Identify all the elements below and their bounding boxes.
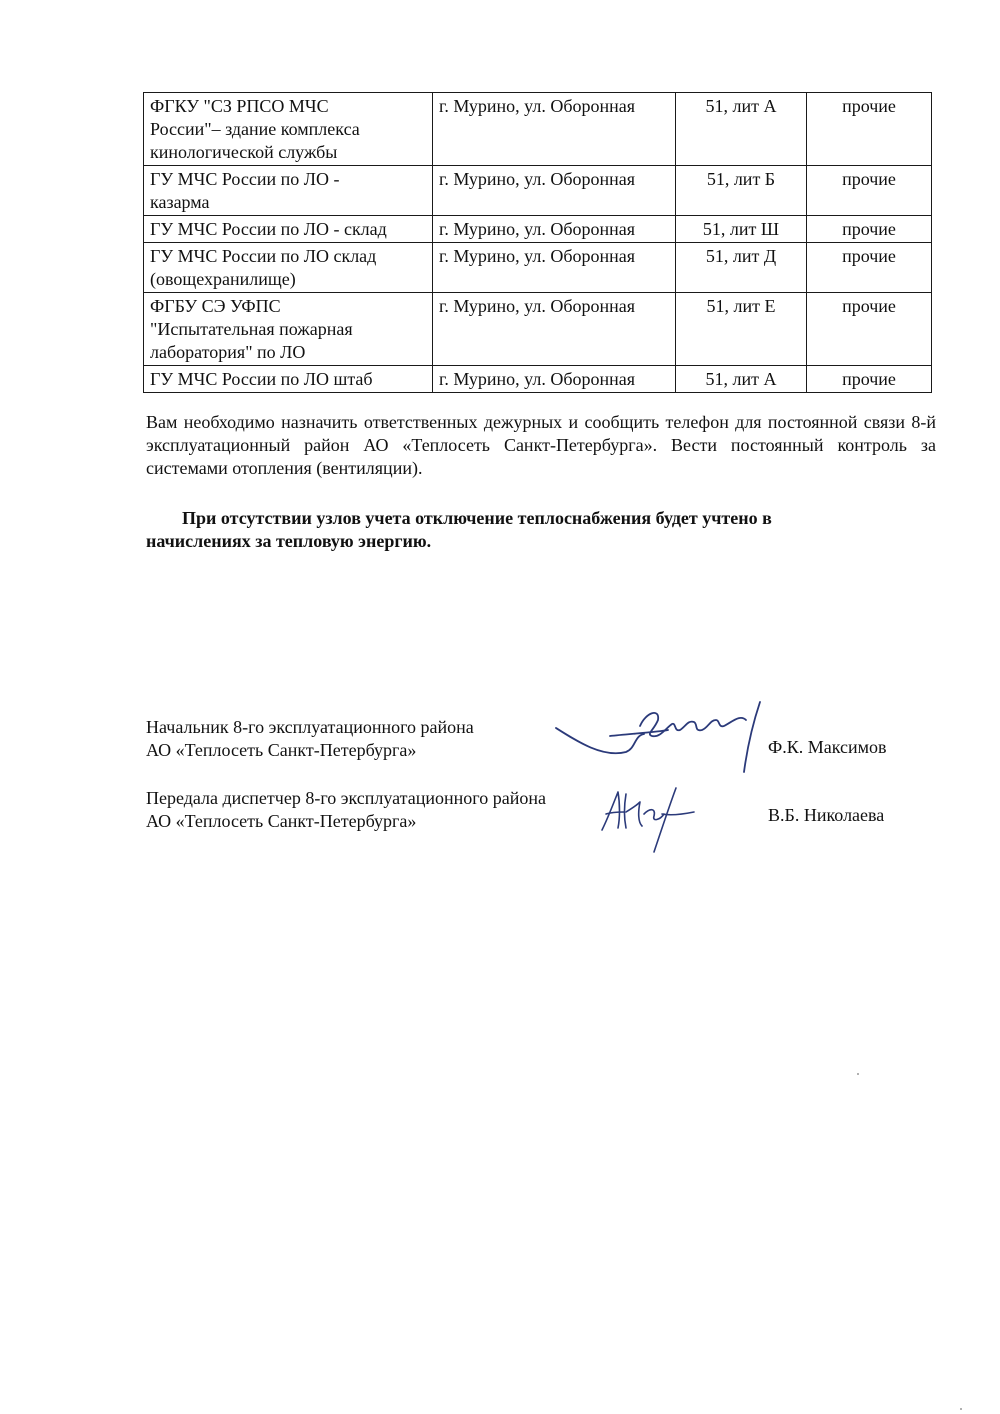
head-signature-icon <box>548 690 773 780</box>
org-cell: ГУ МЧС России по ЛО - склад <box>144 216 433 243</box>
table-row <box>144 293 932 366</box>
table-row <box>144 216 932 243</box>
dispatcher-title-line1: Передала диспетчер 8-го эксплуатационного района <box>146 788 546 808</box>
scan-speck <box>960 1408 962 1410</box>
address-cell: г. Мурино, ул. Оборонная <box>433 366 676 393</box>
category-cell: прочие <box>807 293 932 366</box>
category-cell: прочие <box>807 216 932 243</box>
number-cell: 51, лит Е <box>676 293 807 366</box>
number-cell: 51, лит А <box>676 93 807 166</box>
table-row <box>144 93 932 166</box>
head-name: Ф.К. Максимов <box>768 737 887 757</box>
number-cell: 51, лит А <box>676 366 807 393</box>
scan-speck <box>857 1073 859 1075</box>
address-cell: г. Мурино, ул. Оборонная <box>433 243 676 293</box>
head-title-line2: АО «Теплосеть Санкт-Петербурга» <box>146 740 417 760</box>
dispatcher-title-line2: АО «Теплосеть Санкт-Петербурга» <box>146 811 417 831</box>
warning-paragraph: При отсутствии узлов учета отключение теплоснабжения будет учтено в начислениях за тепловую энергию. <box>146 508 772 551</box>
table-row <box>144 366 932 393</box>
org-cell: ГУ МЧС России по ЛО - казарма <box>144 166 433 216</box>
category-cell: прочие <box>807 243 932 293</box>
table-row <box>144 243 932 293</box>
dispatcher-signature-block <box>146 787 546 833</box>
table-row <box>144 166 932 216</box>
address-cell: г. Мурино, ул. Оборонная <box>433 166 676 216</box>
org-cell: ФГБУ СЭ УФПС "Испытательная пожарная лаборатория" по ЛО <box>144 293 433 366</box>
number-cell: 51, лит Б <box>676 166 807 216</box>
number-cell: 51, лит Д <box>676 243 807 293</box>
org-cell: ГУ МЧС России по ЛО штаб <box>144 366 433 393</box>
head-title-line1: Начальник 8-го эксплуатационного района <box>146 717 474 737</box>
address-cell: г. Мурино, ул. Оборонная <box>433 293 676 366</box>
number-cell: 51, лит Ш <box>676 216 807 243</box>
address-cell: г. Мурино, ул. Оборонная <box>433 216 676 243</box>
address-cell: г. Мурино, ул. Оборонная <box>433 93 676 166</box>
dispatcher-name: В.Б. Николаева <box>768 805 885 825</box>
category-cell: прочие <box>807 366 932 393</box>
notice-paragraph: Вам необходимо назначить ответственных дежурных и сообщить телефон для постоянной связи 8-й эксплуатационный район АО «Теплосеть Санкт-Петербурга». Вести постоянный контроль за системами отопления (вентиляции). <box>146 412 936 478</box>
org-cell: ГУ МЧС России по ЛО склад (овощехранилище) <box>144 243 433 293</box>
category-cell: прочие <box>807 93 932 166</box>
head-signature-block <box>146 716 474 762</box>
org-cell: ФГКУ "СЗ РПСО МЧС России"– здание комплекса кинологической службы <box>144 93 433 166</box>
objects-table <box>143 92 932 393</box>
dispatcher-signature-icon <box>596 778 706 858</box>
category-cell: прочие <box>807 166 932 216</box>
